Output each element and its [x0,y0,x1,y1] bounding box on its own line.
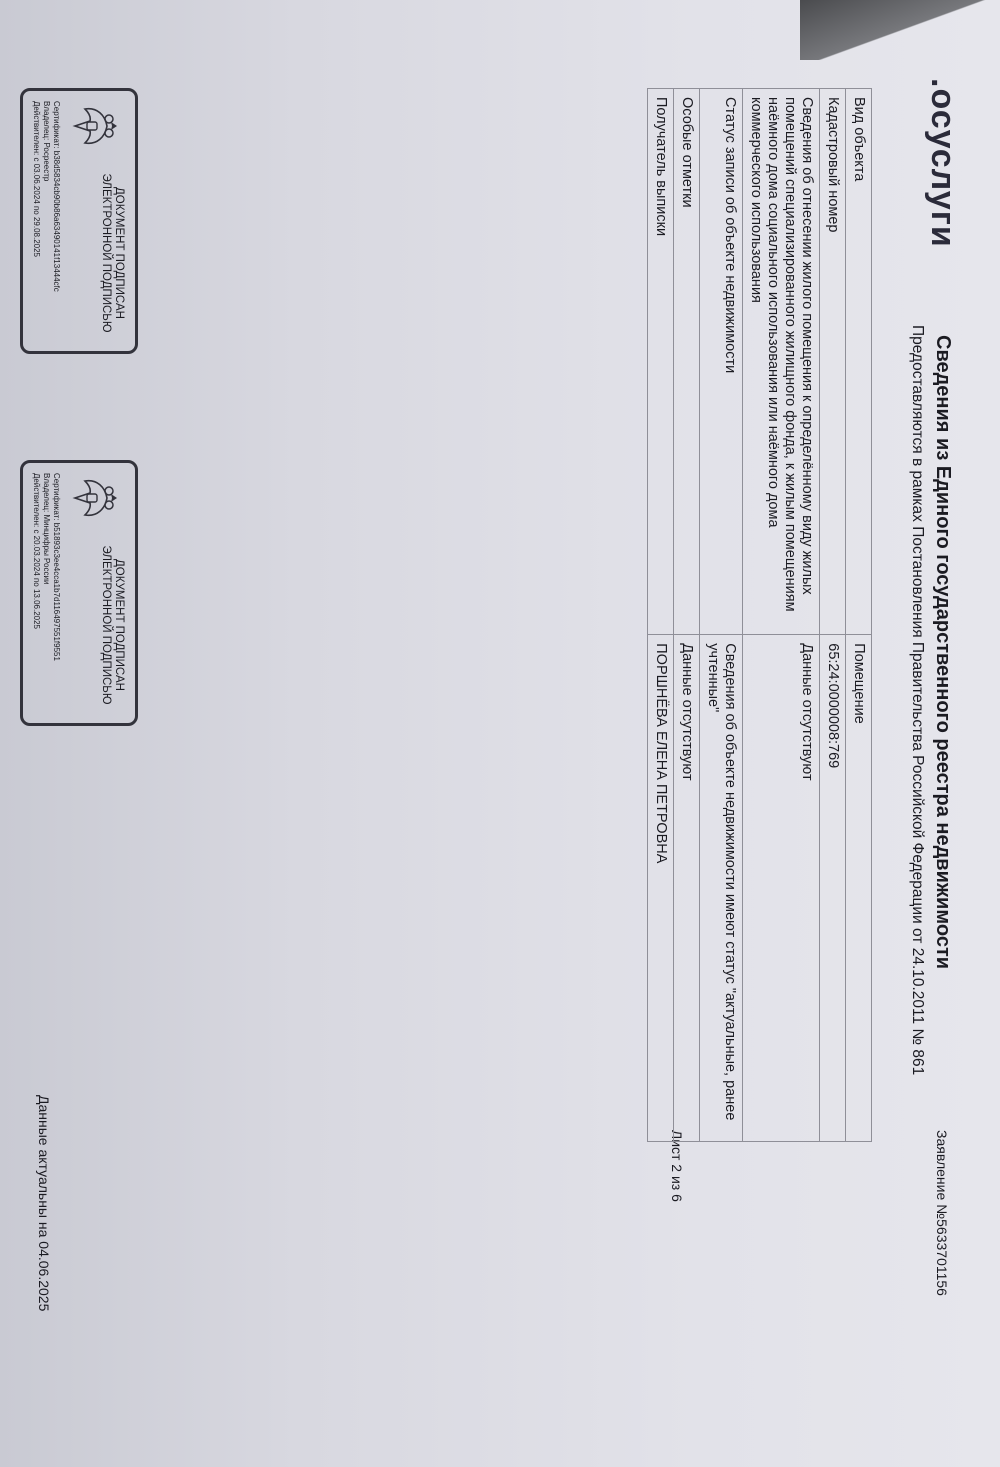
table-row [700,89,743,1142]
table-row [674,89,700,1142]
stamp-title: ДОКУМЕНТ ПОДПИСАН ЭЛЕКТРОННОЙ ПОДПИСЬЮ [100,173,125,333]
document-subtitle: Предоставляются в рамках Постановления Правительства Российской Федерации от 24.10.2011 № 861 [909,325,926,1076]
row-value-object-type: Помещение [846,635,872,1142]
stamp-validity: Действителен: с 20.03.2024 по 13.06.2025 [32,473,41,629]
sheet-number: Лист 2 из 6 [669,1130,685,1202]
signature-stamp-mincifry [20,460,138,726]
signature-stamp-rosreestr [20,88,138,354]
row-label-record-status: Статус записи об объекте недвижимости [700,89,743,635]
stamp-certificate: Сертификат: b38d5834cb90b86a63490141f13444cfc [52,101,61,292]
data-actual-date: Данные актуальны на 04.06.2025 [36,1095,52,1312]
table-row [743,89,820,1142]
stamp-certificate: Сертификат: b51893c3ee4cca1b7d116497551f9551 [52,473,61,661]
row-label-recipient: Получатель выписки [648,89,674,635]
table-row [846,89,872,1142]
table-row [820,89,846,1142]
document-title: Сведения из Единого государственного реестра недвижимости [932,335,954,970]
coat-of-arms-icon [67,101,123,151]
table-row [648,89,674,1142]
stamp-title: ДОКУМЕНТ ПОДПИСАН ЭЛЕКТРОННОЙ ПОДПИСЬЮ [100,545,125,705]
application-number: Заявление №5633701156 [934,1130,950,1296]
row-value-housing-fund: Данные отсутствуют [743,635,820,1142]
stamp-owner: Владелец: Росреестр [42,101,51,182]
row-label-cadastral-number: Кадастровый номер [820,89,846,635]
coat-of-arms-icon [67,473,123,523]
row-value-special-notes: Данные отсутствуют [674,635,700,1142]
stamp-validity: Действителен: с 03.06.2024 по 29.08.2025 [32,101,41,257]
stamp-owner: Владелец: Минцифры России [42,473,51,585]
row-value-cadastral-number: 65:24:0000008:769 [820,635,846,1142]
row-label-housing-fund: Сведения об отнесении жилого помещения к определённому виду жилых помещений специализированного жилищного фонда, к жилым помещениям наёмного дома социального использования или наёмного дома коммерческого использования [743,89,820,635]
row-value-record-status: Сведения об объекте недвижимости имеют статус "актуальные, ранее учтенные" [700,635,743,1142]
row-label-special-notes: Особые отметки [674,89,700,635]
gosuslugi-logo: .осуслуги [924,78,962,248]
property-info-table [647,88,872,1142]
row-value-recipient: ПОРШНЁВА ЕЛЕНА ПЕТРОВНА [648,635,674,1142]
row-label-object-type: Вид объекта [846,89,872,635]
